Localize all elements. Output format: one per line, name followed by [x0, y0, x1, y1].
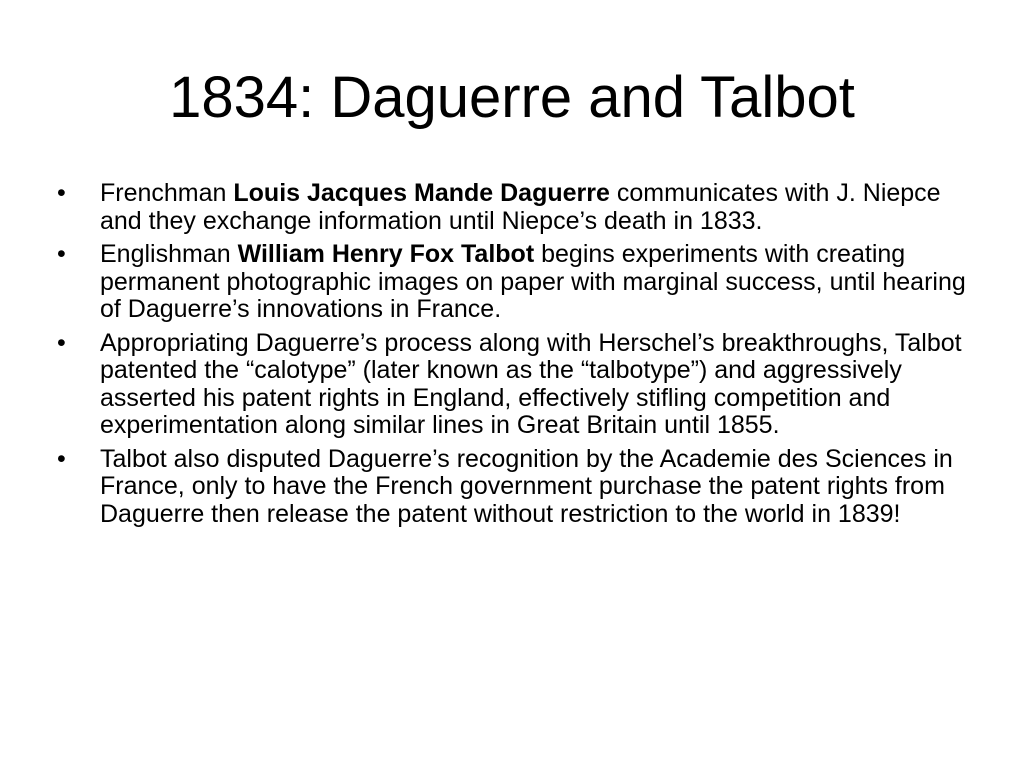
- bullet-text: [100, 240, 966, 323]
- bullet-item-3: [57, 330, 967, 440]
- bullet-item-1: [57, 180, 967, 235]
- bullet-icon: •: [57, 179, 66, 207]
- bullet-item-2: [57, 241, 967, 324]
- bullet-text-pre: Englishman: [100, 240, 238, 268]
- bullet-icon: •: [57, 240, 66, 268]
- bullet-text: [100, 179, 941, 235]
- bullet-item-4: [57, 446, 967, 529]
- bullet-list: [57, 180, 967, 534]
- bullet-text-bold: Louis Jacques Mande Daguerre: [233, 179, 610, 207]
- bullet-text-post: communicates with J. Niepce and they exchange information until Niepce’s death in 1833.: [100, 179, 941, 235]
- bullet-icon: •: [57, 444, 66, 473]
- slide-title: 1834: Daguerre and Talbot: [169, 65, 855, 130]
- bullet-text: [100, 445, 953, 528]
- bullet-text-pre: Frenchman: [100, 179, 234, 207]
- bullet-icon: •: [57, 328, 66, 357]
- bullet-text-pre: Appropriating Daguerre’s process along with Herschel’s breakthroughs, Talbot patented the “calotype” (later known as the “talbotype”) and aggressively asserted his patent rights in England, effectively stifling competition and experimentation along similar lines in Great Britain until 1855.: [100, 328, 962, 439]
- bullet-text-bold: William Henry Fox Talbot: [237, 240, 535, 268]
- bullet-text-post: begins experiments with creating permanent photographic images on paper with marginal success, until hearing of Daguerre’s innovations in France.: [100, 240, 966, 323]
- bullet-text-pre: Talbot also disputed Daguerre’s recognition by the Academie des Sciences in France, only to have the French government purchase the patent rights from Daguerre then release the patent without restriction to the world in 1839!: [100, 444, 953, 528]
- bullet-text: [100, 329, 962, 440]
